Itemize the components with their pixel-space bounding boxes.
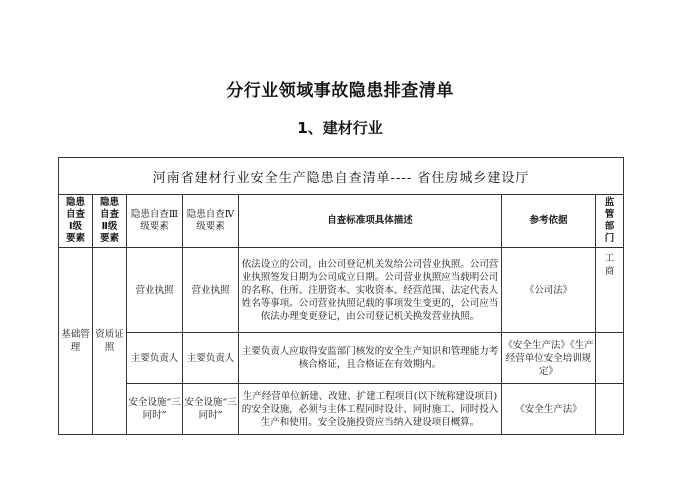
header-level1: 隐患 自查 Ⅰ级 要素 (59, 195, 93, 248)
level4-cell: 主要负责人 (183, 333, 239, 384)
document-title: 分行业领域事故隐患排查清单 (226, 81, 454, 101)
description-cell: 依法设立的公司，由公司登记机关发给公司营业执照。公司营业执照签发日期为公司成立日期。公司营业执照应当载明公司的名称、住所、注册资本、实收资本、经营范围、法定代表人姓名等事项。公司营业执照记载的事项发生变更的，公司应当依法办理变更登记，由公司登记机关换发营业执照。 (239, 248, 502, 333)
basis-cell: 《安全生产法》《生产经营单位安全培训规定》 (502, 333, 596, 384)
level4-cell: 营业执照 (183, 248, 239, 333)
dept-cell (596, 333, 624, 384)
header-basis: 参考依据 (502, 195, 596, 248)
description-cell: 生产经营单位新建、改建、扩建工程项目(以下统称建设项目)的安全设施，必须与主体工程同时设计、同时施工、同时投入生产和使用。安全设施投资应当纳入建设项目概算。 (239, 384, 502, 435)
table-row (59, 384, 624, 435)
level1-cell: 基础管理 (59, 248, 93, 435)
table-row (59, 248, 624, 333)
header-row (59, 195, 624, 248)
dept-cell: 工 商 (596, 248, 624, 333)
basis-cell: 《公司法》 (502, 248, 596, 333)
level3-cell: 主要负责人 (127, 333, 183, 384)
description-cell: 主要负责人应取得安监部门核发的安全生产知识和管理能力考核合格证，且合格证在有效期内。 (239, 333, 502, 384)
level3-cell: 安全设施“三同时” (127, 384, 183, 435)
basis-cell: 《安全生产法》 (502, 384, 596, 435)
section-title: 1、建材行业 (297, 119, 383, 137)
hazard-checklist-table (58, 157, 624, 435)
table-banner: 河南省建材行业安全生产隐患自查清单---- 省住房城乡建设厅 (59, 158, 624, 195)
header-level2: 隐患 自查 Ⅱ级 要素 (93, 195, 127, 248)
table-row (59, 333, 624, 384)
header-level3: 隐患自查Ⅲ级要素 (127, 195, 183, 248)
level3-cell: 营业执照 (127, 248, 183, 333)
header-level4: 隐患自查Ⅳ级要素 (183, 195, 239, 248)
level4-cell: 安全设施“三同时” (183, 384, 239, 435)
header-description: 自查标准项具体描述 (239, 195, 502, 248)
dept-cell (596, 384, 624, 435)
header-dept: 监 管 部 门 (596, 195, 624, 248)
level2-cell: 资质证照 (93, 248, 127, 435)
